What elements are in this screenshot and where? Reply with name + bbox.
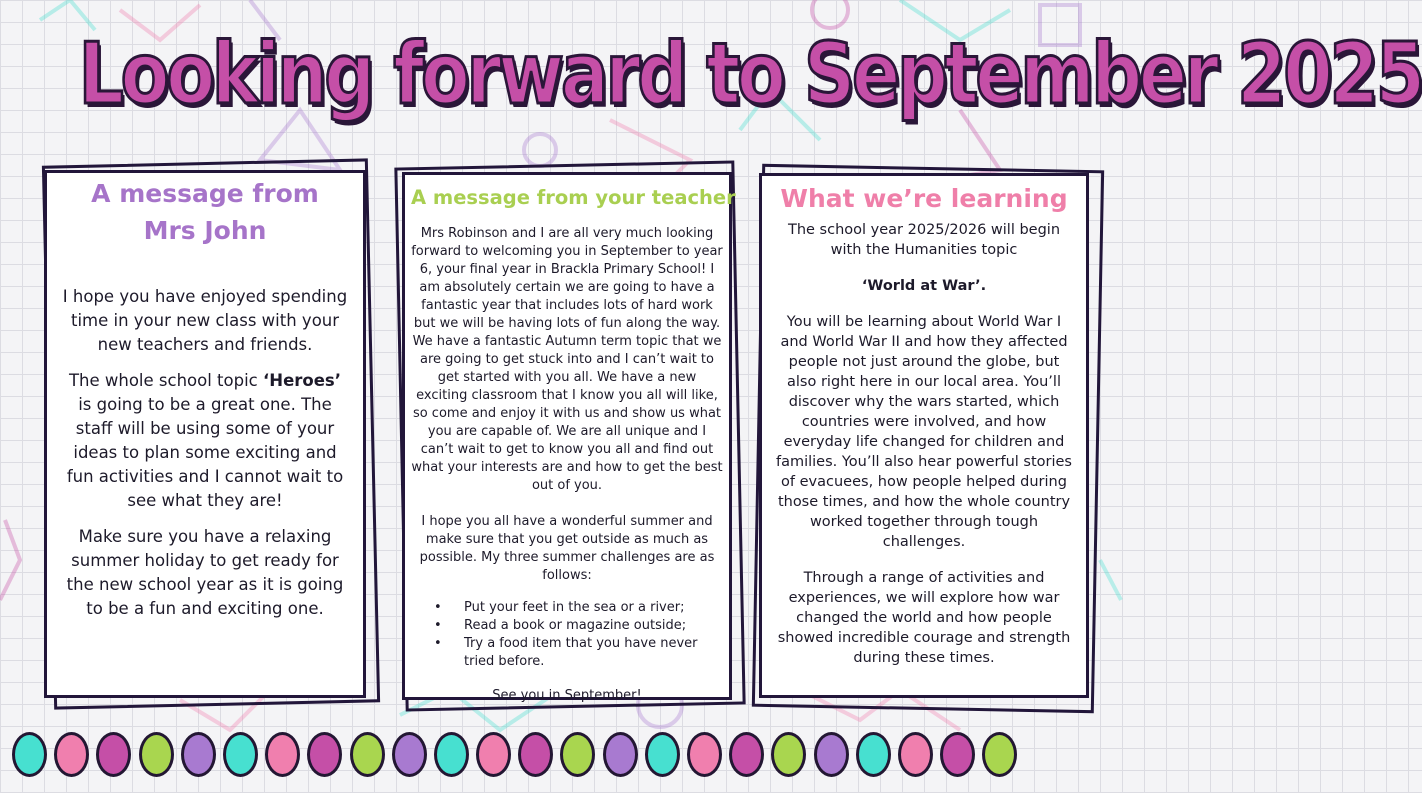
teacher-message-card: [402, 172, 736, 703]
list-item: [429, 599, 723, 617]
decorative-dot: [350, 732, 385, 777]
page-title: Looking forward to September 2025: [78, 24, 1422, 124]
card-heading: A message from your teacher: [411, 186, 736, 209]
topic-name: ‘World at War’.: [861, 278, 987, 294]
headteacher-message-card: [44, 170, 366, 698]
decorative-dot: [265, 732, 300, 777]
decorative-dot: [307, 732, 342, 777]
card-heading: [61, 175, 349, 249]
decorative-dot: [645, 732, 680, 777]
card-panel: [759, 173, 1089, 698]
decorative-dot: [223, 732, 258, 777]
list-item-text: Try a food item that you have never tried before.: [464, 636, 698, 669]
list-item-text: Put your feet in the sea or a river;: [464, 600, 685, 615]
message-paragraph: I hope you all have a wonderful summer and make sure that you get outside as much as possible. My three summer challenges are as follows:: [419, 514, 715, 583]
list-item: [429, 635, 723, 671]
decorative-dot: [603, 732, 638, 777]
list-item: [429, 617, 723, 635]
decorative-dot: [856, 732, 891, 777]
decorative-dot: [54, 732, 89, 777]
topic-name: ‘Heroes’: [263, 371, 342, 390]
learning-card: [759, 173, 1089, 698]
decorative-dot: [729, 732, 764, 777]
bullet-icon: •: [434, 600, 442, 615]
decorative-dot: [139, 732, 174, 777]
decorative-dot-row: [12, 732, 1017, 777]
text-run: is going to be a great one. The staff will be using some of your ideas to plan some exciting and fun activities and I cannot wait to see what they are!: [66, 395, 344, 510]
decorative-dot: [982, 732, 1017, 777]
heading-line: A message from: [91, 179, 319, 208]
decorative-dot: [12, 732, 47, 777]
card-panel: [402, 172, 736, 703]
text-run: The whole school topic: [68, 371, 263, 390]
card-heading: What we’re learning: [780, 184, 1068, 213]
decorative-dot: [181, 732, 216, 777]
decorative-dot: [560, 732, 595, 777]
signoff: See you in September!: [492, 688, 642, 703]
decorative-dot: [940, 732, 975, 777]
decorative-dot: [687, 732, 722, 777]
intro-paragraph: The school year 2025/2026 will begin with the Humanities topic: [787, 222, 1061, 258]
decorative-dot: [814, 732, 849, 777]
message-paragraph: Make sure you have a relaxing summer holiday to get ready for the new school year as it is going to be a fun and exciting one.: [66, 527, 344, 618]
card-panel: [44, 170, 366, 698]
decorative-dot: [771, 732, 806, 777]
decorative-dot: [898, 732, 933, 777]
learning-paragraph: You will be learning about World War I and World War II and how they affected people not just around the globe, but also right here in our local area. You’ll discover why the wars started, which countries were involved, and how everyday life changed for children and families. You’ll also hear powerful stories of evacuees, how people helped during those times, and how the whole country worked together through tough challenges.: [775, 314, 1072, 550]
list-item-text: Read a book or magazine outside;: [464, 618, 687, 633]
message-paragraph: I hope you have enjoyed spending time in your new class with your new teachers and friends.: [62, 287, 348, 354]
heading-line: Mrs John: [143, 216, 267, 245]
bullet-icon: •: [434, 636, 442, 651]
topic-paragraph: [61, 369, 349, 513]
learning-paragraph: Through a range of activities and experiences, we will explore how war changed the world and how people showed incredible courage and strength during these times.: [777, 570, 1071, 666]
challenge-list: [429, 599, 723, 671]
bullet-icon: •: [434, 618, 442, 633]
decorative-dot: [434, 732, 469, 777]
message-paragraph: Mrs Robinson and I are all very much looking forward to welcoming you in September to year 6, your final year in Brackla Primary School! I am absolutely certain we are going to have a fantastic year that includes lots of hard work but we will be having lots of fun along the way. We have a fantastic Autumn term topic that we are going to get stuck into and I can’t wait to get started with you all. We have a new exciting classroom that I know you all will like, so come and enjoy it with us and show us what you are capable of. We are all unique and I can’t wait to get to know you all and find out what your interests are and how to get the best out of you.: [411, 226, 723, 493]
decorative-dot: [476, 732, 511, 777]
decorative-dot: [392, 732, 427, 777]
decorative-dot: [518, 732, 553, 777]
decorative-dot: [96, 732, 131, 777]
